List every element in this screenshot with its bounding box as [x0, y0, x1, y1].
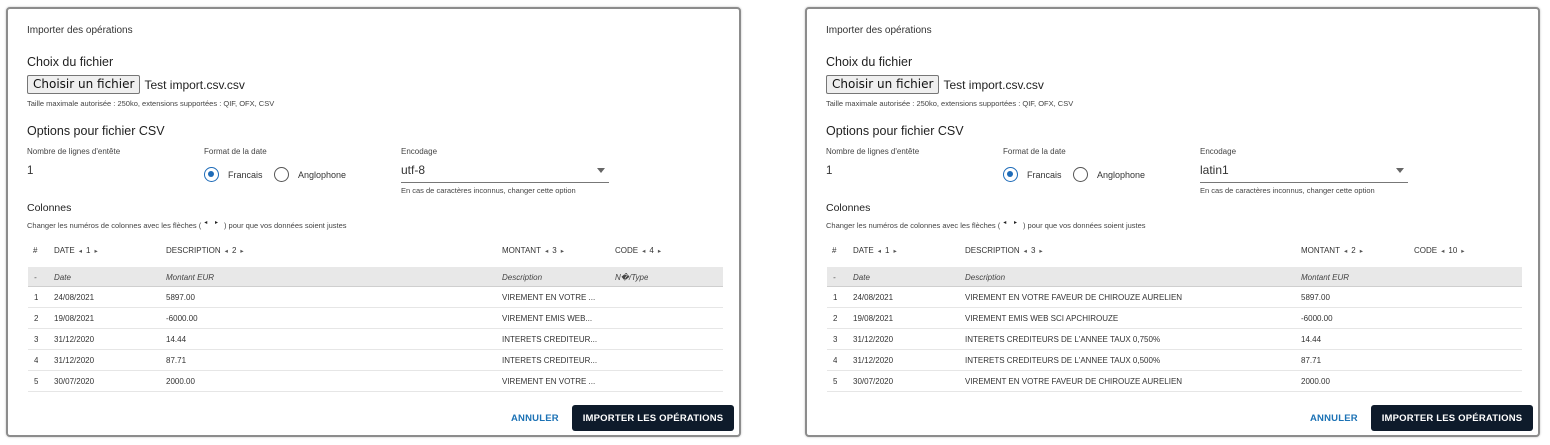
table-cell: -6000.00: [1301, 314, 1333, 323]
column-header-index-label: #: [832, 246, 837, 255]
columns-hint-text-after: ) pour que vos données soient justes: [223, 221, 347, 230]
table-header-cell: -: [34, 273, 37, 282]
table-cell: VIREMENT EMIS WEB SCI APCHIROUZE: [965, 314, 1119, 323]
header-lines-label: Nombre de lignes d'entête: [27, 147, 121, 156]
table-cell: 14.44: [166, 335, 187, 344]
file-picker: [27, 75, 245, 94]
column-header-index: [33, 246, 37, 255]
table-cell: INTERETS CREDITEUR...: [502, 335, 598, 344]
table-cell: 31/12/2020: [54, 335, 95, 344]
table-header-cell: N�/Type: [615, 273, 649, 282]
column-header-date: [853, 246, 901, 255]
header-lines-label: Nombre de lignes d'entête: [826, 147, 920, 156]
column-number-description: 2: [231, 246, 237, 255]
cancel-button[interactable]: ANNULER: [511, 413, 559, 424]
import-dialog-after: [805, 7, 1540, 437]
choose-file-button[interactable]: Choisir un fichier: [826, 75, 939, 94]
table-cell: 4: [34, 356, 39, 365]
table-cell: 30/07/2020: [54, 377, 95, 386]
encoding-help: En cas de caractères inconnus, changer cette option: [1200, 186, 1375, 195]
table-cell: 1: [34, 293, 39, 302]
column-number-date: 1: [86, 246, 91, 255]
radio-unchecked-icon[interactable]: [274, 167, 289, 182]
file-picker: [826, 75, 1044, 94]
caret-right-icon[interactable]: ▸: [240, 247, 244, 255]
caret-right-icon[interactable]: ▸: [1039, 247, 1043, 255]
table-cell: 87.71: [166, 356, 187, 365]
table-cell: 2000.00: [166, 377, 195, 386]
file-section-title: Choix du fichier: [826, 55, 913, 69]
table-cell: 87.71: [1301, 356, 1322, 365]
import-button[interactable]: IMPORTER LES OPÉRATIONS: [572, 405, 734, 431]
column-number-description: 3: [1030, 246, 1036, 255]
table-cell: 5: [833, 377, 838, 386]
columns-section-title: Colonnes: [27, 202, 72, 214]
caret-left-icon[interactable]: ◂: [1023, 247, 1027, 255]
table-cell: 1: [833, 293, 838, 302]
table-header-cell: Montant EUR: [166, 273, 215, 282]
selected-file-name: Test import.csv.csv: [144, 77, 245, 92]
table-cell: -6000.00: [166, 314, 198, 323]
column-number-code: 10: [1448, 246, 1458, 255]
column-number-date: 1: [885, 246, 890, 255]
file-section-title: Choix du fichier: [27, 55, 114, 69]
preview-table: [28, 267, 723, 392]
caret-left-icon[interactable]: ◂: [78, 247, 83, 255]
columns-section-title: Colonnes: [826, 202, 871, 214]
table-cell: 31/12/2020: [853, 356, 894, 365]
header-lines-field[interactable]: 1: [826, 165, 833, 177]
dropdown-arrow-icon: [597, 168, 605, 173]
table-row: [28, 287, 723, 308]
column-number-montant: 3: [552, 246, 557, 255]
table-header-cell: Description: [965, 273, 1006, 282]
table-cell: 5897.00: [166, 293, 195, 302]
caret-left-right-icon: ◂ ▸: [1003, 220, 1020, 226]
date-format-label: Format de la date: [1003, 147, 1066, 156]
dialog-title: Importer des opérations: [27, 25, 133, 36]
radio-francais-label: Francais: [228, 169, 263, 180]
column-header-montant-label: MONTANT: [502, 246, 541, 255]
table-cell: VIREMENT EN VOTRE ...: [502, 293, 596, 302]
dropdown-arrow-icon: [1396, 168, 1404, 173]
radio-anglophone-label: Anglophone: [1097, 169, 1146, 180]
encoding-select[interactable]: [1200, 161, 1408, 183]
table-cell: 3: [833, 335, 838, 344]
table-cell: 31/12/2020: [54, 356, 95, 365]
table-row: [827, 287, 1522, 308]
column-number-code: 4: [649, 246, 654, 255]
column-header-description-label: DESCRIPTION: [166, 246, 221, 255]
table-row: [827, 308, 1522, 329]
table-row: [827, 350, 1522, 371]
radio-anglophone-label: Anglophone: [298, 169, 347, 180]
radio-anglophone[interactable]: [1073, 167, 1145, 182]
caret-left-icon[interactable]: ◂: [642, 247, 646, 255]
table-header-row: [827, 267, 1522, 287]
caret-left-icon[interactable]: ◂: [1441, 247, 1445, 255]
caret-left-icon[interactable]: ◂: [544, 247, 549, 255]
table-cell: INTERETS CREDITEURS DE L'ANNEE TAUX 0,750%: [965, 335, 1161, 344]
column-header-code: [615, 246, 665, 255]
table-cell: 5897.00: [1301, 293, 1330, 302]
csv-options-title: Options pour fichier CSV: [826, 124, 964, 138]
table-cell: VIREMENT EN VOTRE FAVEUR DE CHIROUZE AURELIEN: [965, 293, 1183, 302]
dialog-title: Importer des opérations: [826, 25, 932, 36]
table-row: [28, 371, 723, 392]
column-header-montant: [1301, 246, 1367, 255]
column-header-index-label: #: [33, 246, 38, 255]
header-lines-field[interactable]: 1: [27, 165, 34, 177]
table-row: [827, 371, 1522, 392]
cancel-button[interactable]: ANNULER: [1310, 413, 1358, 424]
encoding-select[interactable]: [401, 161, 609, 183]
caret-right-icon[interactable]: ▸: [1461, 247, 1465, 255]
table-header-cell: Montant EUR: [1301, 273, 1350, 282]
caret-left-icon[interactable]: ◂: [877, 247, 882, 255]
file-size-hint: Taille maximale autorisée : 250ko, extensions supportées : QIF, OFX, CSV: [27, 99, 275, 108]
table-cell: 5: [34, 377, 39, 386]
column-header-code-label: CODE: [1414, 246, 1438, 255]
table-row: [28, 329, 723, 350]
column-header-description-label: DESCRIPTION: [965, 246, 1020, 255]
column-header-date-label: DATE: [853, 246, 874, 255]
table-cell: 4: [833, 356, 838, 365]
table-cell: INTERETS CREDITEUR...: [502, 356, 598, 365]
csv-options-title: Options pour fichier CSV: [27, 124, 165, 138]
columns-hint: [826, 221, 1146, 230]
column-header-code-label: CODE: [615, 246, 639, 255]
radio-checked-icon[interactable]: [204, 167, 219, 182]
table-cell: 30/07/2020: [853, 377, 894, 386]
table-cell: 3: [34, 335, 39, 344]
radio-francais[interactable]: [204, 167, 263, 182]
caret-right-icon[interactable]: ▸: [893, 247, 897, 255]
table-cell: 19/08/2021: [54, 314, 95, 323]
radio-checked-icon[interactable]: [1003, 167, 1018, 182]
table-header-row: [28, 267, 723, 287]
table-row: [28, 308, 723, 329]
selected-file-name: Test import.csv.csv: [943, 77, 1044, 92]
radio-francais-label: Francais: [1027, 169, 1062, 180]
column-header-code: [1414, 246, 1469, 255]
table-cell: 24/08/2021: [54, 293, 95, 302]
caret-right-icon[interactable]: ▸: [1359, 247, 1363, 255]
column-number-montant: 2: [1351, 246, 1356, 255]
date-format-label: Format de la date: [204, 147, 267, 156]
radio-francais[interactable]: [1003, 167, 1062, 182]
caret-right-icon[interactable]: ▸: [560, 247, 564, 255]
choose-file-button[interactable]: Choisir un fichier: [27, 75, 140, 94]
columns-hint-text-before: Changer les numéros de colonnes avec les flèches (: [27, 221, 202, 230]
column-header-montant: [502, 246, 568, 255]
table-header-cell: -: [833, 273, 836, 282]
table-cell: 31/12/2020: [853, 335, 894, 344]
encoding-label: Encodage: [1200, 147, 1237, 156]
file-size-hint: Taille maximale autorisée : 250ko, extensions supportées : QIF, OFX, CSV: [826, 99, 1074, 108]
import-dialog-before: [6, 7, 741, 437]
table-cell: VIREMENT EN VOTRE ...: [502, 377, 596, 386]
table-header-cell: Description: [502, 273, 543, 282]
column-header-montant-label: MONTANT: [1301, 246, 1340, 255]
columns-hint: [27, 221, 347, 230]
columns-hint-text-after: ) pour que vos données soient justes: [1022, 221, 1146, 230]
encoding-label: Encodage: [401, 147, 438, 156]
radio-unchecked-icon[interactable]: [1073, 167, 1088, 182]
column-header-date-label: DATE: [54, 246, 75, 255]
table-cell: VIREMENT EN VOTRE FAVEUR DE CHIROUZE AURELIEN: [965, 377, 1183, 386]
caret-left-icon[interactable]: ◂: [224, 247, 228, 255]
table-row: [827, 329, 1522, 350]
caret-left-right-icon: ◂ ▸: [204, 220, 221, 226]
caret-left-icon[interactable]: ◂: [1343, 247, 1348, 255]
column-header-index: [832, 246, 836, 255]
table-cell: INTERETS CREDITEURS DE L'ANNEE TAUX 0,500%: [965, 356, 1161, 365]
table-cell: 24/08/2021: [853, 293, 894, 302]
column-header-description: [965, 246, 1047, 255]
column-header-description: [166, 246, 248, 255]
columns-hint-text-before: Changer les numéros de colonnes avec les flèches (: [826, 221, 1001, 230]
table-cell: 14.44: [1301, 335, 1322, 344]
import-button[interactable]: IMPORTER LES OPÉRATIONS: [1371, 405, 1533, 431]
table-cell: 2000.00: [1301, 377, 1330, 386]
caret-right-icon[interactable]: ▸: [94, 247, 98, 255]
caret-right-icon[interactable]: ▸: [657, 247, 662, 255]
column-header-date: [54, 246, 102, 255]
table-cell: 19/08/2021: [853, 314, 894, 323]
table-header-cell: Date: [853, 273, 870, 282]
table-row: [28, 350, 723, 371]
radio-anglophone[interactable]: [274, 167, 346, 182]
table-header-cell: Date: [54, 273, 71, 282]
encoding-select-value: utf-8: [401, 163, 426, 177]
preview-table: [827, 267, 1522, 392]
table-cell: VIREMENT EMIS WEB...: [502, 314, 593, 323]
table-cell: 2: [34, 314, 39, 323]
table-cell: 2: [833, 314, 838, 323]
encoding-help: En cas de caractères inconnus, changer cette option: [401, 186, 576, 195]
encoding-select-value: latin1: [1200, 163, 1229, 177]
